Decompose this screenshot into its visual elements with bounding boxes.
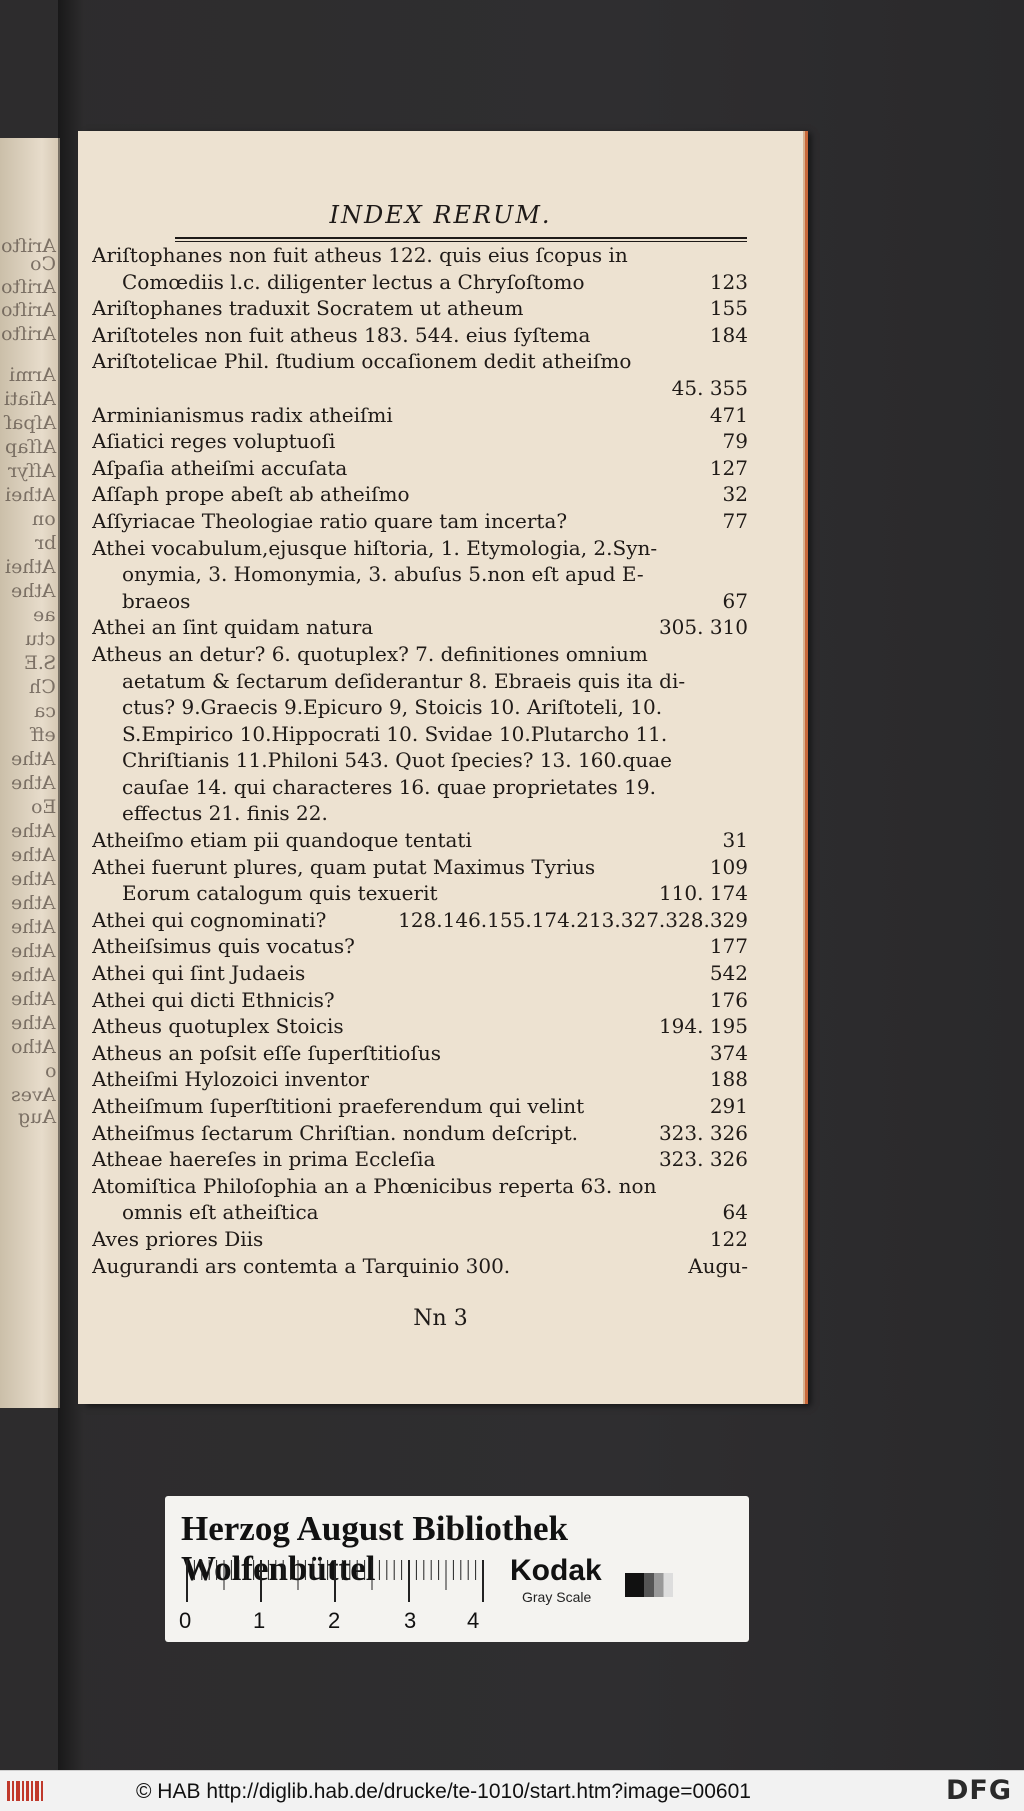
entry-page-numbers: 471 bbox=[709, 402, 748, 427]
entry-text: Atomiſtica Philoſophia an a Phœnicibus reperta 63. non bbox=[92, 1173, 657, 1198]
entry-text: ctus? 9.Graecis 9.Epicuro 9, Stoicis 10. Ariſtoteli, 10. bbox=[122, 695, 663, 720]
previous-page-fragment: Aves bbox=[11, 1084, 56, 1106]
viewer-footer bbox=[0, 1770, 1024, 1811]
ruler-label: 2 bbox=[328, 1608, 341, 1633]
hab-logo-icon bbox=[6, 1779, 46, 1803]
entry-page-numbers: 323. 326 bbox=[658, 1120, 748, 1145]
index-line bbox=[92, 269, 748, 296]
entry-page-numbers: 45. 355 bbox=[671, 375, 748, 400]
previous-page-fragment: Athe bbox=[11, 916, 56, 938]
entry-text: S.Empirico 10.Hippocrati 10. Svidae 10.Plutarcho 11. bbox=[122, 721, 668, 746]
entry-text: Athei qui dicti Ethnicis? bbox=[92, 987, 335, 1012]
running-head: INDEX RERUM. bbox=[329, 201, 552, 229]
entry-page-numbers: 128.146.155.174.213.327.328.329 bbox=[398, 907, 748, 932]
index-line bbox=[92, 747, 748, 774]
previous-page-fragment: o bbox=[44, 1060, 56, 1082]
ruler-scale bbox=[185, 1554, 485, 1602]
previous-page-fragment: Aſiati bbox=[4, 388, 56, 410]
entry-text: Atheus an poſsit eſſe ſuperſtitioſus bbox=[92, 1040, 441, 1065]
index-line bbox=[92, 508, 748, 535]
entry-page-numbers: 184 bbox=[709, 322, 748, 347]
entry-text: Ariſtoteles non fuit atheus 183. 544. eius ſyſtema bbox=[92, 322, 591, 347]
index-line bbox=[92, 614, 748, 641]
entry-page-numbers: 32 bbox=[722, 482, 748, 507]
previous-page-fragment: Athe bbox=[11, 1012, 56, 1034]
previous-page-fragment: Ch bbox=[29, 676, 56, 698]
entry-text: Atheus quotuplex Stoicis bbox=[92, 1014, 344, 1039]
entry-text: Ariſtophanes non fuit atheus 122. quis eius ſcopus in bbox=[92, 243, 628, 267]
entry-page-numbers: 31 bbox=[722, 828, 748, 853]
previous-page-fragment: Aſſap bbox=[4, 436, 56, 458]
entry-page-numbers: 127 bbox=[709, 455, 748, 480]
index-line bbox=[92, 960, 748, 987]
previous-page-fragment: on bbox=[32, 508, 56, 530]
entry-page-numbers: Augu- bbox=[688, 1253, 748, 1278]
entry-text: Atheiſmus ſectarum Chriſtian. nondum deſcript. bbox=[92, 1120, 578, 1145]
previous-page-fragment: Athe bbox=[11, 580, 56, 602]
entry-text: cauſae 14. qui characteres 16. quae proprietates 19. bbox=[122, 774, 656, 799]
entry-text: Aſiatici reges voluptuoſi bbox=[92, 429, 336, 454]
entry-text: Athei fuerunt plures, quam putat Maximus Tyrius bbox=[92, 854, 596, 879]
entry-text: Aſſyriacae Theologiae ratio quare tam incerta? bbox=[92, 508, 568, 533]
index-line bbox=[92, 854, 748, 881]
previous-page-fragment: Ariſto bbox=[1, 276, 56, 298]
index-line bbox=[92, 1040, 748, 1067]
index-line bbox=[92, 1253, 748, 1280]
previous-page-fragment: Armi bbox=[9, 364, 56, 386]
kodak-logo: Kodak bbox=[510, 1554, 602, 1587]
previous-page-fragment: Atho bbox=[11, 1036, 56, 1058]
entry-page-numbers: 374 bbox=[709, 1040, 748, 1065]
previous-page-fragment: Athei bbox=[5, 556, 56, 578]
ruler-label: 0 bbox=[179, 1608, 192, 1633]
gray-scale-swatch bbox=[625, 1573, 673, 1597]
entry-page-numbers: 110. 174 bbox=[658, 881, 748, 906]
index-line bbox=[92, 1226, 748, 1253]
entry-page-numbers: 64 bbox=[722, 1200, 748, 1225]
entry-text: Atheiſmum ſuperſtitioni praeferendum qui velint bbox=[92, 1094, 585, 1118]
entry-text: Aves priores Diis bbox=[92, 1226, 264, 1251]
previous-page-fragment: Athei bbox=[5, 484, 56, 506]
gray-scale-label: Gray Scale bbox=[522, 1589, 592, 1605]
ruler-label: 1 bbox=[253, 1608, 266, 1633]
index-line bbox=[92, 907, 748, 934]
previous-page-fragment: Athe bbox=[11, 940, 56, 962]
index-line bbox=[92, 1120, 748, 1147]
entry-text: Athei an ſint quidam natura bbox=[92, 615, 374, 640]
index-line bbox=[92, 588, 748, 615]
entry-text: Aſſaph prope abeſt ab atheiſmo bbox=[92, 482, 410, 507]
index-line bbox=[92, 428, 748, 455]
entry-text: Atheiſmo etiam pii quandoque tentati bbox=[92, 828, 472, 853]
entry-page-numbers: 291 bbox=[709, 1094, 748, 1118]
previous-page-fragment: Athe bbox=[11, 964, 56, 986]
index-line bbox=[92, 641, 748, 668]
previous-page-fragment: Ariſto bbox=[1, 235, 56, 257]
index-line bbox=[92, 348, 748, 375]
entry-page-numbers: 77 bbox=[722, 508, 748, 533]
index-line bbox=[92, 933, 748, 960]
previous-page-fragment: Ariſto bbox=[1, 323, 56, 345]
entry-text: aetatum & ſectarum deſiderantur 8. Ebraeis quis ita di- bbox=[122, 668, 686, 693]
index-line bbox=[92, 402, 748, 429]
entry-text: Eorum catalogum quis texuerit bbox=[122, 881, 438, 906]
entry-text: Athei qui cognominati? bbox=[92, 907, 327, 932]
previous-page-fragment: ae bbox=[33, 604, 56, 626]
previous-page-fragment: Athe bbox=[11, 868, 56, 890]
previous-page-fragment: Aug bbox=[17, 1106, 56, 1128]
previous-page-edge bbox=[0, 138, 60, 1408]
entry-text: Atheae haereſes in prima Eccleſia bbox=[92, 1147, 436, 1172]
entry-text: Atheiſmi Hylozoici inventor bbox=[92, 1067, 370, 1092]
index-line bbox=[92, 481, 748, 508]
entry-page-numbers: 155 bbox=[709, 296, 748, 321]
index-line bbox=[92, 1146, 748, 1173]
index-line bbox=[92, 880, 748, 907]
entry-page-numbers: 79 bbox=[722, 429, 748, 454]
head-rule bbox=[175, 237, 747, 239]
index-line bbox=[92, 1199, 748, 1226]
entry-page-numbers: 67 bbox=[722, 588, 748, 613]
entry-text: omnis eſt atheiſtica bbox=[122, 1200, 319, 1225]
index-line bbox=[92, 242, 748, 269]
previous-page-fragment: Co bbox=[30, 253, 56, 275]
entry-page-numbers: 109 bbox=[709, 854, 748, 879]
previous-page-fragment: Athe bbox=[11, 820, 56, 842]
ruler-label: 4 bbox=[467, 1608, 480, 1633]
index-line bbox=[92, 1173, 748, 1200]
entry-text: Athei qui ſint Judaeis bbox=[92, 961, 306, 986]
index-line bbox=[92, 295, 748, 322]
entry-page-numbers: 194. 195 bbox=[658, 1014, 748, 1039]
previous-page-fragment: Athe bbox=[11, 988, 56, 1010]
index-line bbox=[92, 561, 748, 588]
previous-page-fragment: Athe bbox=[11, 892, 56, 914]
entry-text: Ariſtotelicae Phil. ſtudium occaſionem dedit atheiſmo bbox=[92, 349, 632, 374]
entry-text: effectus 21. finis 22. bbox=[122, 801, 328, 826]
index-line bbox=[92, 668, 748, 695]
index-line bbox=[92, 721, 748, 748]
entry-text: Comœdiis l.c. diligenter lectus a Chryſoſtomo bbox=[122, 269, 585, 294]
index-line bbox=[92, 1013, 748, 1040]
entry-text: Arminianismus radix atheiſmi bbox=[92, 402, 393, 427]
entry-text: Augurandi ars contemta a Tarquinio 300. bbox=[92, 1253, 511, 1278]
previous-page-fragment: Eo bbox=[30, 796, 56, 818]
entry-page-numbers: 123 bbox=[709, 269, 748, 294]
entry-text: onymia, 3. Homonymia, 3. abuſus 5.non eſt apud E- bbox=[122, 562, 644, 587]
entry-page-numbers: 188 bbox=[709, 1067, 748, 1092]
entry-text: braeos bbox=[122, 588, 191, 613]
source-link[interactable]: © HAB http://diglib.hab.de/drucke/te-1010/start.htm?image=00601 bbox=[136, 1780, 751, 1803]
entry-text: Ariſtophanes traduxit Socratem ut atheum bbox=[92, 296, 524, 321]
index-entries bbox=[92, 242, 748, 1279]
entry-page-numbers: 305. 310 bbox=[658, 615, 748, 640]
index-line bbox=[92, 774, 748, 801]
library-name: Herzog August Bibliothek Wolfenbüttel bbox=[181, 1509, 568, 1588]
index-line bbox=[92, 1066, 748, 1093]
entry-text: Atheus an detur? 6. quotuplex? 7. definitiones omnium bbox=[92, 641, 648, 666]
previous-page-fragment: Athe bbox=[11, 772, 56, 794]
index-line bbox=[92, 694, 748, 721]
index-line bbox=[92, 1093, 748, 1120]
previous-page-fragment: Aſſyr bbox=[8, 460, 56, 482]
entry-page-numbers: 177 bbox=[709, 934, 748, 959]
dfg-logo: DFG bbox=[945, 1775, 1012, 1806]
page-signature: Nn 3 bbox=[413, 1306, 468, 1331]
book-page bbox=[78, 131, 803, 1404]
previous-page-fragment: ca bbox=[34, 700, 56, 722]
previous-page-fragment: Athe bbox=[11, 748, 56, 770]
entry-text: Athei vocabulum,ejusque hiſtoria, 1. Etymologia, 2.Syn- bbox=[92, 535, 658, 560]
index-line bbox=[92, 455, 748, 482]
entry-text: Chriſtianis 11.Philoni 543. Quot ſpecies? 13. 160.quae bbox=[122, 748, 672, 773]
entry-page-numbers: 323. 326 bbox=[658, 1147, 748, 1172]
previous-page-fragment: Athe bbox=[11, 844, 56, 866]
index-line bbox=[92, 375, 748, 402]
previous-page-fragment: br bbox=[34, 532, 56, 554]
index-line bbox=[92, 535, 748, 562]
index-line bbox=[92, 322, 748, 349]
previous-page-fragment: eff bbox=[31, 724, 56, 746]
previous-page-fragment: S.E bbox=[23, 652, 56, 674]
entry-text: Aſpaſia atheiſmi accuſata bbox=[92, 455, 348, 480]
index-line bbox=[92, 987, 748, 1014]
previous-page-fragment: Ariſto bbox=[1, 299, 56, 321]
entry-text: Atheiſsimus quis vocatus? bbox=[92, 934, 355, 959]
entry-page-numbers: 176 bbox=[709, 987, 748, 1012]
index-line bbox=[92, 827, 748, 854]
index-line bbox=[92, 800, 748, 827]
previous-page-fragment: Aſpaſ bbox=[4, 412, 56, 434]
ruler-label: 3 bbox=[404, 1608, 417, 1633]
entry-page-numbers: 122 bbox=[709, 1226, 748, 1251]
library-color-card bbox=[165, 1496, 749, 1642]
entry-page-numbers: 542 bbox=[709, 961, 748, 986]
previous-page-fragment: ctu bbox=[25, 628, 56, 650]
